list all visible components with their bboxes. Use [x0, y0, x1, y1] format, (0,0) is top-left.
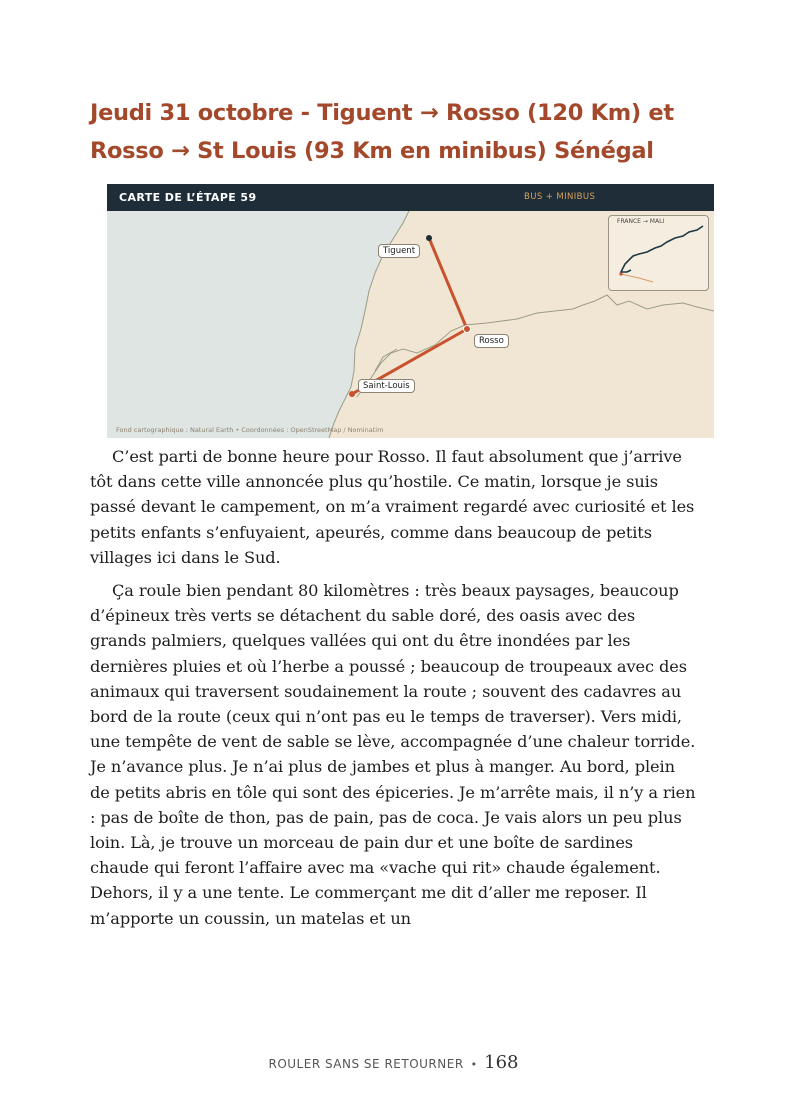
route-tiguent-rosso — [429, 238, 467, 329]
place-label-rosso: Rosso — [474, 334, 509, 348]
page-footer — [0, 1052, 787, 1073]
stage-map — [107, 184, 714, 438]
paragraph: C’est parti de bonne heure pour Rosso. Il faut absolument que j’arrive tôt dans cette ville annoncée plus qu’hostile. Ce matin, lorsque je suis passé devant le campement, on m’a vraiment regardé avec curiosité et les petits enfants s’enfuyaient, apeurés, comme dans beaucoup de petits villages ici dans le Sud. — [90, 447, 695, 567]
sea-area — [107, 211, 409, 438]
map-title: CARTE DE L’ÉTAPE 59 — [119, 191, 257, 204]
inset-route — [609, 216, 710, 292]
map-header — [107, 184, 714, 211]
map-credit: Fond cartographique : Natural Earth • Coordonnées : OpenStreetMap / Nominatim — [116, 426, 384, 434]
rosso-marker — [464, 326, 471, 333]
page-number: 168 — [484, 1052, 519, 1073]
body-text — [90, 444, 696, 931]
book-title: ROULER SANS SE RETOURNER — [268, 1057, 464, 1071]
inset-title: FRANCE → MALI — [617, 218, 665, 225]
footer-separator: • — [470, 1058, 478, 1071]
place-label-tiguent: Tiguent — [378, 244, 420, 258]
transport-badge: BUS + MINIBUS — [524, 192, 596, 202]
tiguent-marker — [426, 235, 432, 241]
paragraph: Ça roule bien pendant 80 kilomètres : très beaux paysages, beaucoup d’épineux très verts se détachent du sable doré, des oasis avec des grands palmiers, quelques vallées qui ont du être inondées par les dernières pluies et où l’herbe a poussé ; beaucoup de troupeaux avec des animaux qui traversent soudainement la route ; souvent des cadavres au bord de la route (ceux qui n’ont pas eu le temps de traverser). Vers midi, une tempête de vent de sable se lève, accompagnée d’une chaleur torride. Je n’avance plus. Je n’ai plus de jambes et plus à manger. Au bord, plein de petits abris en tôle qui sont des épiceries. Je m’arrête mais, il n’y a rien : pas de boîte de thon, pas de pain, pas de coca. Je vais alors un peu plus loin. Là, je trouve un morceau de pain dur et une boîte de sardines chaude qui feront l’affaire avec ma «vache qui rit» chaude également. Dehors, il y a une tente. Le commerçant me dit d’aller me reposer. Il m’apporte un coussin, un matelas et un — [90, 581, 696, 928]
place-label-saint-louis: Saint-Louis — [358, 379, 415, 393]
page-heading: Jeudi 31 octobre - Tiguent → Rosso (120 Km) et Rosso → St Louis (93 Km en minibus) Sénégal — [90, 100, 674, 164]
saint-louis-marker — [349, 391, 355, 397]
overview-inset-map — [608, 215, 709, 291]
